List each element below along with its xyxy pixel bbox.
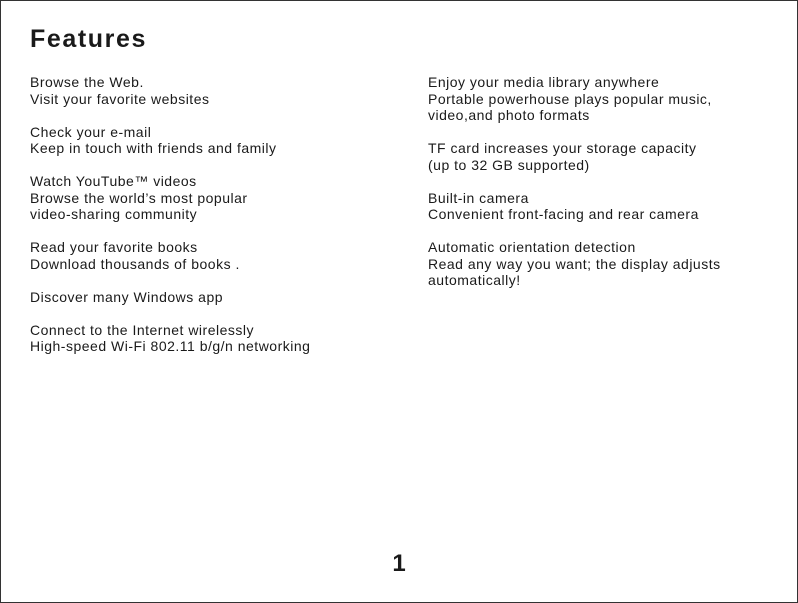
- feature-line: video,and photo formats: [428, 107, 590, 123]
- feature-windows-app: [30, 289, 370, 306]
- feature-email: [30, 124, 370, 157]
- feature-line: High-speed Wi-Fi 802.11 b/g/n networking: [30, 338, 311, 354]
- feature-tf-card: [428, 140, 768, 173]
- feature-line: Read your favorite books: [30, 239, 198, 255]
- feature-line: Portable powerhouse plays popular music,: [428, 90, 712, 107]
- feature-line: Check your e-mail: [30, 123, 152, 140]
- features-left-column: [30, 74, 370, 371]
- feature-media-library: [428, 74, 768, 124]
- feature-line: Browse the Web.: [30, 74, 144, 90]
- feature-camera: [428, 190, 768, 223]
- feature-line: video-sharing community: [30, 206, 198, 222]
- feature-line: Visit your favorite websites: [30, 90, 210, 107]
- feature-line: Convenient front-facing and rear camera: [428, 206, 699, 222]
- feature-line: Discover many Windows app: [30, 288, 224, 305]
- feature-line: Connect to the Internet wirelessly: [30, 321, 254, 338]
- feature-line: Built-in camera: [428, 189, 529, 206]
- feature-line: TF card increases your storage capacity: [428, 140, 697, 156]
- feature-wifi: [30, 322, 370, 355]
- feature-line: Keep in touch with friends and family: [30, 140, 277, 156]
- feature-line: Read any way you want; the display adjusts: [428, 255, 721, 272]
- feature-line: Download thousands of books .: [30, 255, 240, 272]
- features-right-column: [428, 74, 768, 305]
- feature-browse-web: [30, 74, 370, 107]
- feature-line: automatically!: [428, 272, 521, 288]
- feature-line: Enjoy your media library anywhere: [428, 74, 660, 90]
- page-title: Features: [30, 25, 148, 53]
- page-number: 1: [392, 550, 406, 577]
- feature-line: Automatic orientation detection: [428, 239, 636, 255]
- feature-books: [30, 239, 370, 272]
- feature-orientation: [428, 239, 768, 289]
- feature-youtube: [30, 173, 370, 223]
- feature-line: Watch YouTube™ videos: [30, 173, 197, 189]
- feature-line: (up to 32 GB supported): [428, 156, 590, 173]
- feature-line: Browse the world’s most popular: [30, 189, 248, 206]
